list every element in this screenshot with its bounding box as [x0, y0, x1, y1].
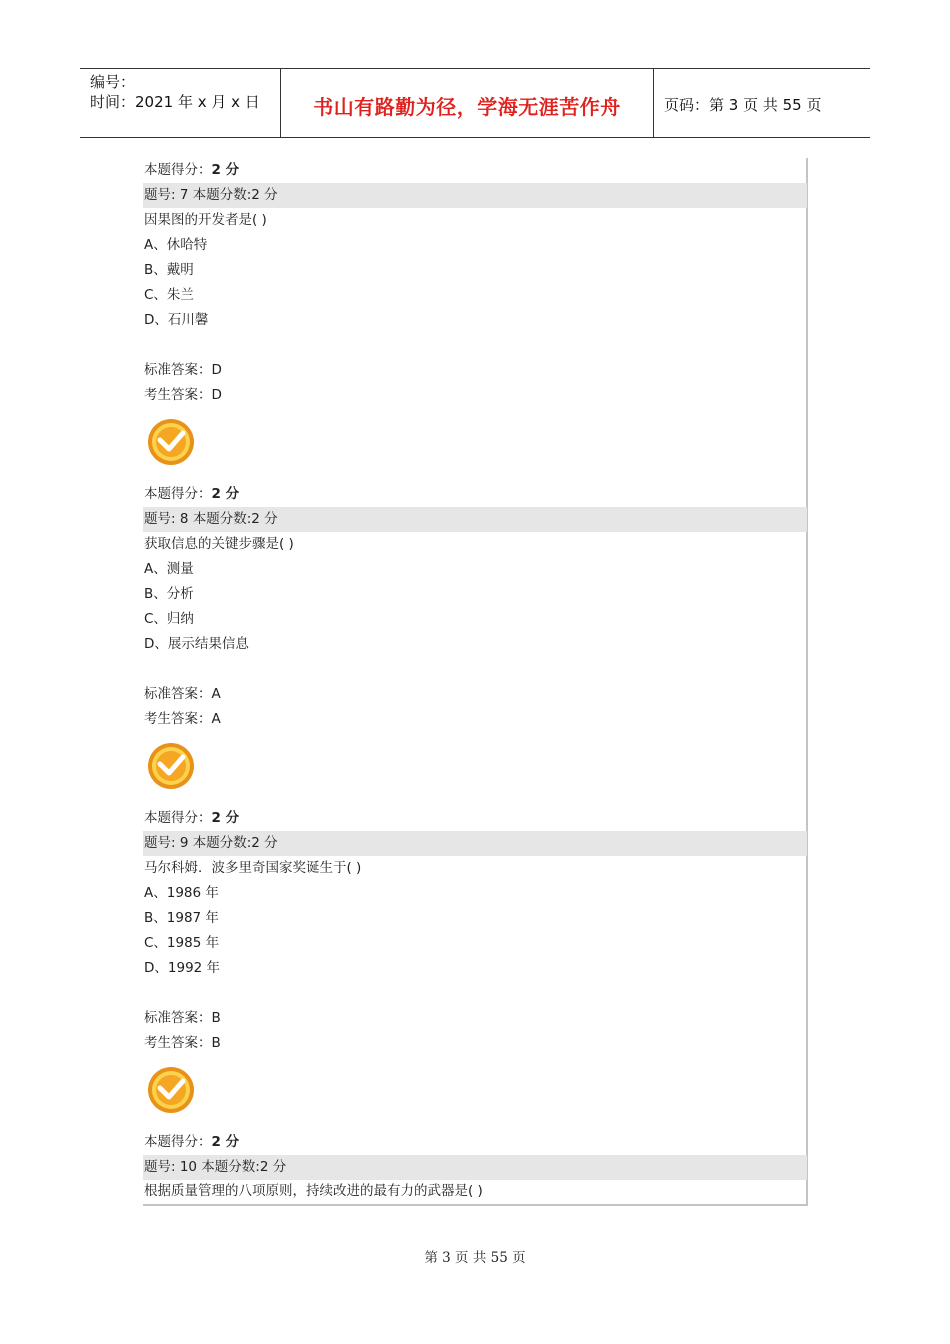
standard-answer: 标准答案：B [144, 1010, 221, 1026]
score-label: 本题得分： [144, 810, 212, 826]
motto-text: 书山有路勤为径，学海无涯苦作舟 [313, 95, 621, 119]
page-footer: 第 3 页 共 55 页 [424, 1250, 526, 1266]
option-a: A、1986 年 [144, 885, 219, 901]
document-number-label: 编号： [90, 73, 136, 91]
header-motto-cell [281, 69, 654, 137]
checkmark-icon [147, 742, 195, 790]
option-c: C、朱兰 [144, 287, 194, 303]
score-label: 本题得分： [144, 486, 212, 502]
option-d: D、石川馨 [144, 312, 209, 328]
checkmark-icon [147, 418, 195, 466]
score-value: 2 分 [211, 810, 240, 826]
option-c: C、归纳 [144, 611, 194, 627]
question-header: 题号: 7 本题分数:2 分 [143, 183, 807, 208]
option-b: B、1987 年 [144, 910, 219, 926]
option-a: A、休哈特 [144, 237, 208, 253]
student-answer: 考生答案：A [144, 711, 221, 727]
option-a: A、测量 [144, 561, 194, 577]
standard-answer: 标准答案：D [144, 362, 222, 378]
header-meta-cell [80, 69, 281, 137]
score-row [143, 1130, 807, 1155]
score-value: 2 分 [211, 162, 240, 178]
score-row [143, 806, 807, 831]
option-d: D、1992 年 [144, 960, 221, 976]
score-label: 本题得分： [144, 1134, 212, 1150]
question-header: 题号: 10 本题分数:2 分 [143, 1155, 807, 1180]
score-label: 本题得分： [144, 162, 212, 178]
question-header: 题号: 9 本题分数:2 分 [143, 831, 807, 856]
question-text: 获取信息的关键步骤是( ) [144, 536, 294, 552]
option-d: D、展示结果信息 [144, 636, 249, 652]
question-text: 因果图的开发者是( ) [144, 212, 267, 228]
question-text: 根据质量管理的八项原则，持续改进的最有力的武器是( ) [144, 1183, 483, 1199]
document-header [80, 68, 870, 138]
student-answer: 考生答案：B [144, 1035, 221, 1051]
checkmark-icon [147, 1066, 195, 1114]
question-text: 马尔科姆．波多里奇国家奖诞生于( ) [144, 860, 362, 876]
question-header: 题号: 8 本题分数:2 分 [143, 507, 807, 532]
score-value: 2 分 [211, 1134, 240, 1150]
student-answer: 考生答案：D [144, 387, 222, 403]
option-c: C、1985 年 [144, 935, 220, 951]
document-time-label: 时间：2021 年 x 月 x 日 [90, 93, 260, 111]
option-b: B、戴明 [144, 262, 194, 278]
header-page-cell [654, 69, 870, 137]
option-b: B、分析 [144, 586, 194, 602]
score-row [143, 482, 807, 507]
exam-content [143, 158, 808, 1206]
page-info: 页码：第 3 页 共 55 页 [664, 96, 822, 114]
score-row [143, 158, 807, 183]
standard-answer: 标准答案：A [144, 686, 221, 702]
score-value: 2 分 [211, 486, 240, 502]
